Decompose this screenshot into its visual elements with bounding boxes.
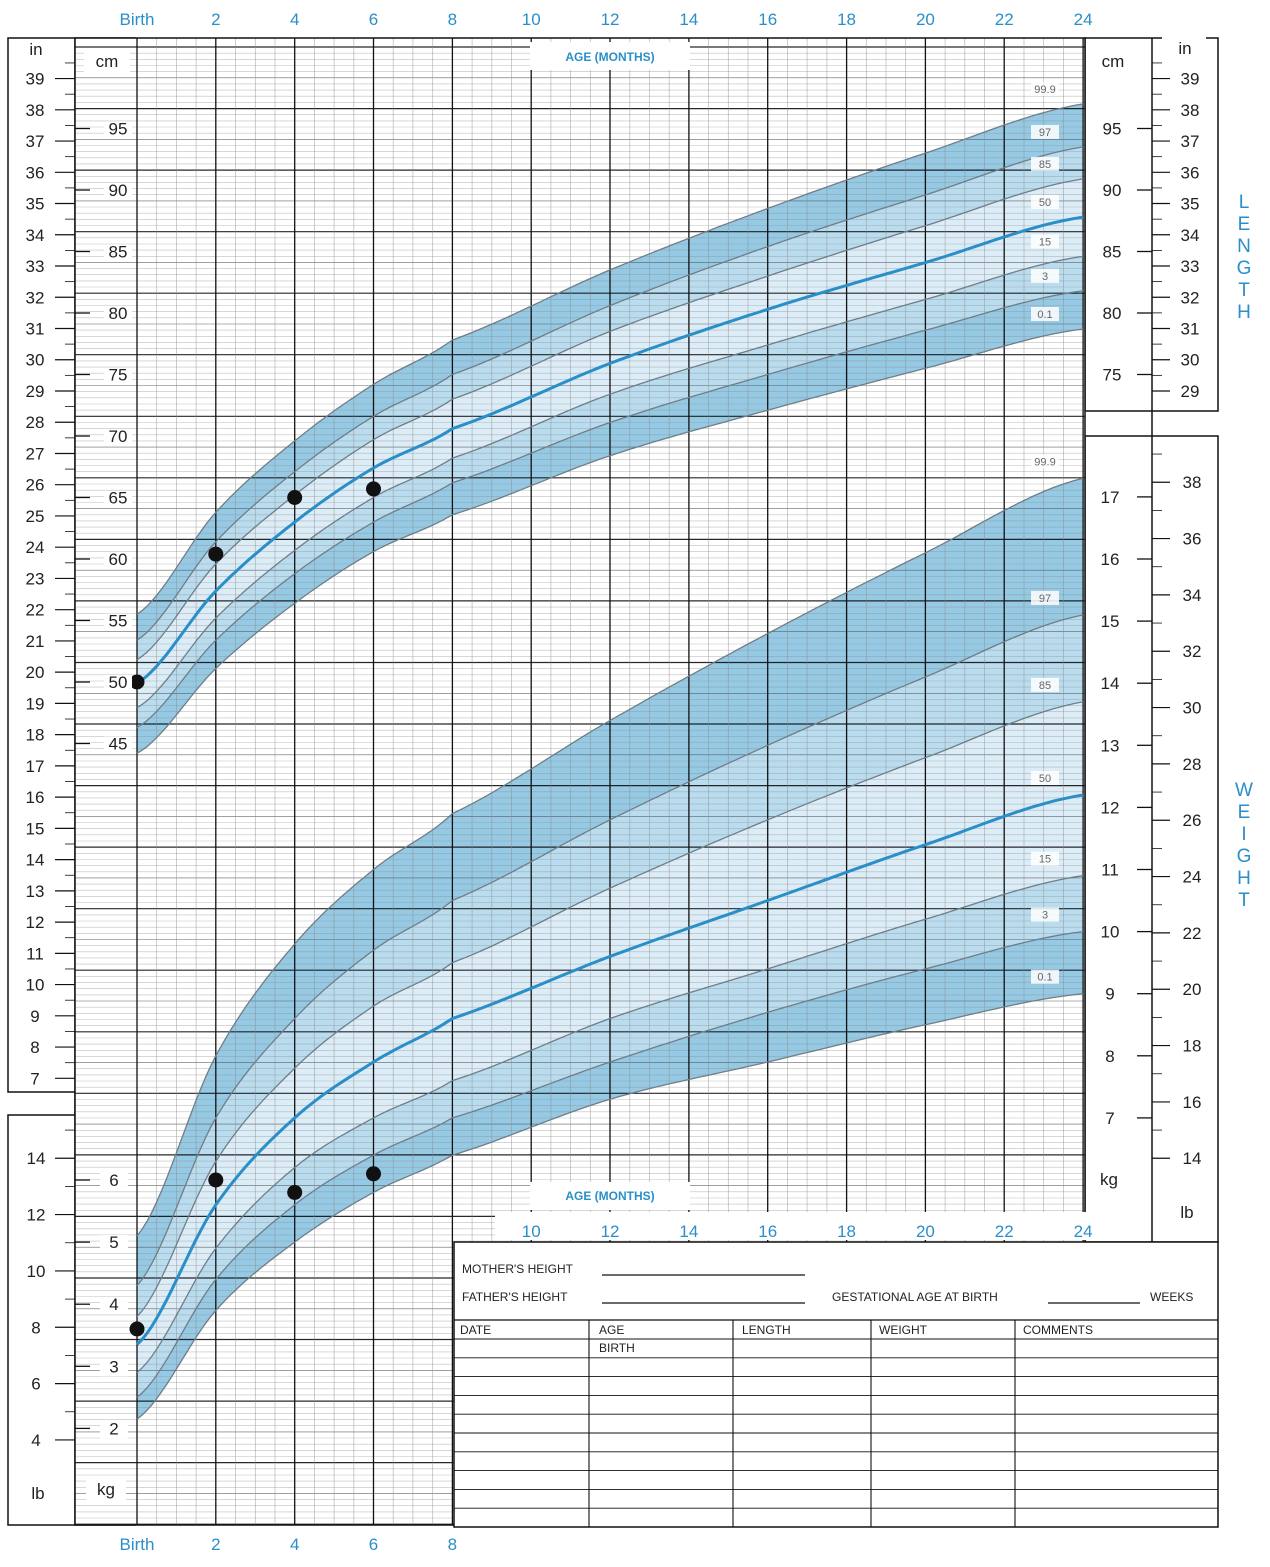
lb-tick-label-right: 20: [1182, 980, 1202, 1000]
mid-age-tick: 16: [758, 1222, 778, 1241]
cm-tick-label-left: 70: [108, 427, 128, 446]
in-tick-label-right: 32: [1180, 288, 1200, 308]
kg-tick-label-left: 4: [109, 1295, 119, 1315]
in-tick-label-left: 9: [30, 1006, 40, 1026]
bottom-age-tick: 4: [289, 1535, 300, 1554]
col-weight-header: WEIGHT: [879, 1323, 927, 1337]
top-age-tick: 4: [289, 10, 300, 29]
kg-tick-label-left: 2: [109, 1419, 119, 1439]
cm-tick-label-right: 90: [1102, 181, 1122, 200]
weight-measurement-point: [208, 1173, 223, 1188]
length-p50-label: 50: [1038, 197, 1052, 210]
in-tick-label-left: 26: [25, 475, 45, 495]
weight-p0_1-label: 0.1: [1037, 971, 1053, 984]
lb-tick-label-left: 4: [31, 1430, 41, 1450]
unit-lb-left: lb: [31, 1484, 45, 1503]
length-title: LENGTH: [1233, 192, 1255, 324]
in-tick-label-left: 14: [25, 850, 45, 870]
length-measurement-point: [366, 481, 381, 496]
lb-tick-label-right: 32: [1182, 642, 1202, 662]
record-form-background: [454, 1242, 1218, 1527]
in-tick-label-right: 34: [1180, 225, 1200, 245]
kg-tick-label-right: 9: [1105, 984, 1115, 1004]
top-age-tick: 8: [447, 10, 458, 29]
top-age-axis: [75, 0, 1115, 36]
lb-tick-label-right: 18: [1182, 1036, 1202, 1056]
unit-in-right: in: [1178, 39, 1192, 58]
cm-tick-label-right: 85: [1102, 242, 1122, 262]
weight-measurement-point: [366, 1166, 381, 1181]
kg-tick-label-right: 17: [1100, 487, 1120, 507]
cm-tick-label-left: 85: [108, 242, 128, 262]
in-tick-label-left: 29: [25, 381, 45, 401]
cm-tick-label-left: 80: [108, 304, 128, 323]
in-tick-label-left: 27: [25, 444, 45, 464]
unit-cm-right: cm: [1101, 52, 1125, 71]
in-tick-label-left: 20: [25, 663, 45, 683]
gestational-age-label: GESTATIONAL AGE AT BIRTH: [832, 1290, 998, 1304]
kg-tick-label-right: 16: [1100, 550, 1120, 569]
col-length-header: LENGTH: [742, 1323, 791, 1337]
in-tick-label-right: 33: [1180, 257, 1200, 277]
lb-tick-label-left: 14: [26, 1149, 46, 1169]
kg-tick-label-right: 15: [1100, 612, 1120, 632]
mothers-height-label: MOTHER'S HEIGHT: [462, 1262, 573, 1276]
kg-tick-label-right: 12: [1100, 798, 1120, 818]
length-measurement-point: [208, 547, 223, 562]
in-tick-label-left: 24: [25, 538, 45, 558]
in-tick-label-left: 34: [25, 225, 45, 245]
kg-tick-label-right: 8: [1105, 1046, 1115, 1066]
in-tick-label-left: 13: [25, 881, 45, 901]
in-tick-label-left: 28: [25, 413, 45, 433]
lb-tick-label-right: 38: [1182, 473, 1202, 493]
in-tick-label-left: 33: [25, 257, 45, 277]
col-comments-header: COMMENTS: [1023, 1323, 1093, 1337]
length-p3-label: 3: [1041, 270, 1049, 283]
in-tick-label-left: 8: [30, 1038, 40, 1058]
top-age-tick: 16: [758, 10, 778, 29]
top-age-tick: 20: [915, 10, 935, 29]
in-tick-label-left: 35: [25, 194, 45, 214]
unit-kg-left: kg: [97, 1480, 115, 1499]
kg-tick-label-left: 5: [109, 1233, 119, 1253]
bottom-age-tick: 6: [368, 1535, 379, 1554]
lb-tick-label-right: 26: [1182, 811, 1202, 831]
lb-tick-label-left: 10: [26, 1261, 46, 1281]
in-tick-label-left: 22: [25, 600, 45, 620]
col-age-header: AGE: [599, 1323, 625, 1337]
cm-tick-label-left: 95: [108, 119, 128, 139]
kg-tick-label-right: 10: [1100, 922, 1120, 942]
bottom-age-tick: Birth: [119, 1535, 155, 1554]
unit-kg-right: kg: [1100, 1170, 1118, 1189]
in-tick-label-left: 19: [25, 694, 45, 714]
first-age-birth: BIRTH: [599, 1341, 635, 1355]
in-tick-label-right: 37: [1180, 132, 1200, 152]
in-tick-label-right: 30: [1180, 350, 1200, 370]
weight-measurement-point: [130, 1322, 145, 1337]
lb-tick-label-right: 28: [1182, 754, 1202, 774]
length-p85-label: 85: [1038, 158, 1052, 171]
lb-tick-label-left: 6: [31, 1374, 41, 1394]
lb-tick-label-right: 14: [1182, 1149, 1202, 1169]
mid-age-tick: 14: [679, 1222, 699, 1241]
in-tick-label-right: 29: [1180, 381, 1200, 401]
in-tick-label-left: 23: [25, 569, 45, 589]
in-tick-label-right: 38: [1180, 100, 1200, 120]
kg-tick-label-right: 7: [1105, 1108, 1115, 1128]
top-age-tick: 18: [837, 10, 857, 29]
top-age-tick: 12: [600, 10, 620, 29]
length-p97-label: 97: [1038, 126, 1052, 139]
lb-tick-label-left: 8: [31, 1318, 41, 1338]
in-tick-label-left: 39: [25, 69, 45, 89]
col-date-header: DATE: [460, 1323, 492, 1337]
top-age-tick: 2: [211, 10, 221, 29]
mid-age-tick: 12: [600, 1222, 620, 1241]
unit-lb-right: lb: [1180, 1203, 1194, 1222]
weight-title: WEIGHT: [1233, 780, 1255, 912]
age-label-bottom: AGE (MONTHS): [565, 1189, 655, 1203]
kg-tick-label-right: 11: [1101, 860, 1119, 880]
in-tick-label-right: 39: [1180, 69, 1200, 89]
weight-p50-label: 50: [1038, 772, 1052, 785]
weight-p15-label: 15: [1038, 853, 1052, 866]
cm-tick-label-right: 95: [1102, 119, 1122, 139]
kg-tick-label-left: 3: [109, 1357, 119, 1377]
in-tick-label-left: 31: [25, 319, 45, 339]
in-tick-label-left: 11: [26, 944, 44, 964]
mid-age-tick: 24: [1073, 1222, 1093, 1241]
cm-tick-label-right: 80: [1102, 304, 1122, 323]
fathers-height-label: FATHER'S HEIGHT: [462, 1290, 568, 1304]
cm-tick-label-right: 75: [1102, 365, 1122, 385]
lb-tick-label-right: 24: [1182, 867, 1202, 887]
in-tick-label-right: 35: [1180, 194, 1200, 214]
lb-tick-label-right: 36: [1182, 529, 1202, 549]
lb-tick-label-right: 30: [1182, 698, 1202, 718]
in-tick-label-left: 38: [25, 100, 45, 120]
age-label-top: AGE (MONTHS): [565, 50, 655, 64]
in-tick-label-left: 36: [25, 163, 45, 183]
in-tick-label-left: 32: [25, 288, 45, 308]
top-age-tick: 10: [521, 10, 541, 29]
weight-p3-label: 3: [1041, 909, 1049, 922]
top-axis-bg: [75, 0, 1115, 36]
in-tick-label-left: 7: [30, 1069, 40, 1089]
in-tick-label-left: 16: [25, 788, 45, 808]
in-tick-label-left: 17: [25, 756, 45, 776]
lb-tick-label-right: 34: [1182, 585, 1202, 605]
top-age-tick: 6: [368, 10, 379, 29]
kg-tick-label-right: 13: [1100, 736, 1120, 756]
unit-cm-left: cm: [95, 52, 119, 71]
weight-p99_9-label: 99.9: [1034, 456, 1056, 469]
length-p15-label: 15: [1038, 236, 1052, 249]
mid-age-tick: 18: [837, 1222, 857, 1241]
cm-tick-label-left: 55: [108, 611, 128, 631]
top-age-tick: Birth: [119, 10, 155, 29]
in-tick-label-left: 15: [25, 819, 45, 839]
kg-tick-label-right: 14: [1100, 674, 1120, 694]
in-tick-label-left: 30: [25, 350, 45, 370]
in-tick-label-left: 37: [25, 132, 45, 152]
in-tick-label-left: 18: [25, 725, 45, 745]
record-form: [454, 1242, 1218, 1527]
mid-age-tick: 22: [994, 1222, 1014, 1241]
lb-tick-label-right: 22: [1182, 923, 1202, 943]
in-tick-label-right: 31: [1180, 319, 1200, 339]
top-age-tick: 14: [679, 10, 699, 29]
length-p99_9-label: 99.9: [1034, 83, 1056, 96]
mid-age-tick: 10: [521, 1222, 541, 1241]
weight-measurement-point: [287, 1185, 302, 1200]
in-tick-label-left: 21: [25, 631, 45, 651]
cm-tick-label-left: 50: [108, 673, 128, 692]
lb-tick-label-right: 16: [1182, 1092, 1202, 1112]
mid-age-tick: 20: [915, 1222, 935, 1241]
length-measurement-point: [287, 490, 302, 505]
weight-p97-label: 97: [1038, 592, 1052, 605]
cm-tick-label-left: 90: [108, 181, 128, 200]
kg-tick-label-left: 6: [109, 1171, 119, 1190]
length-p0_1-label: 0.1: [1037, 308, 1053, 321]
cm-tick-label-left: 75: [108, 365, 128, 385]
bottom-age-tick: 8: [447, 1535, 458, 1554]
lb-tick-label-left: 12: [26, 1205, 46, 1225]
cm-tick-label-left: 60: [108, 550, 128, 569]
in-tick-label-left: 10: [25, 975, 45, 995]
bottom-age-tick: 2: [211, 1535, 221, 1554]
in-tick-label-left: 25: [25, 506, 45, 526]
top-age-tick: 22: [994, 10, 1014, 29]
in-tick-label-right: 36: [1180, 163, 1200, 183]
weight-p85-label: 85: [1038, 679, 1052, 692]
cm-tick-label-left: 45: [108, 734, 128, 754]
cm-tick-label-left: 65: [108, 488, 128, 508]
weeks-label: WEEKS: [1150, 1290, 1194, 1304]
in-tick-label-left: 12: [25, 913, 45, 933]
top-age-tick: 24: [1073, 10, 1093, 29]
unit-in-left: in: [29, 40, 43, 59]
